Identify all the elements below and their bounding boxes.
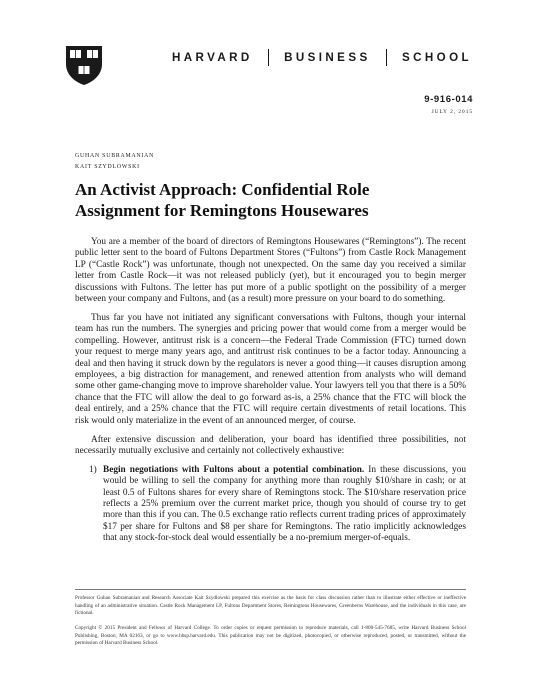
author-name: KAIT SZYDLOWSKI bbox=[75, 164, 140, 170]
body-paragraph: After extensive discussion and deliberation, your board has identified three possibilities, not necessarily mutually exclusive and certainly not collectively exhaustive: bbox=[75, 434, 466, 456]
document-date: JULY 2, 2015 bbox=[431, 109, 473, 115]
footer-copyright: Copyright © 2015 President and Fellows of Harvard College. To order copies or request permission to reproduce materials, call 1-800-545-7685, write Harvard Business School Publishing, Boston, MA 02163, or go to www.hbsp.harvard.edu. This publication may not be digitized, photocopied, or otherwise reproduced, posted, or transmitted, without the permission of Harvard Business School. bbox=[75, 625, 466, 647]
institution-word-school: SCHOOL bbox=[402, 50, 472, 64]
institution-word-harvard: HARVARD bbox=[172, 50, 253, 64]
banner-divider bbox=[268, 49, 269, 66]
document-body bbox=[75, 237, 466, 545]
list-item-body: In these discussions, you would be willing to sell the company for anything more than roughly $10/share in cash; or at least 0.5 of Fultons shares for every share of Remingtons stock. The $10/share reservation price reflects a 25% premium over the current market price, though you should of course try to get more than this if you can. The 0.5 exchange ratio reflects current trading prices of approximately $17 per share for Fultons and $8 per share for Remingtons. The ratio implicitly acknowledges that any stock-for-stock deal would essentially be a no-premium merger-of-equals. bbox=[103, 464, 466, 544]
body-paragraph: You are a member of the board of directors of Remingtons Housewares (“Remingtons”). The recent public letter sent to the board of Fultons Department Stores (“Fultons”) from Castle Rock Management LP (“Castle Rock”) was unfortunate, though not unexpected. On the same day you received a similar letter from Castle Rock—it was not released publicly (yet), but it encouraged you to begin merger discussions with Fultons. The letter has put more of a public spotlight on the possibility of a merger between your company and Fultons, and (as a result) more pressure on your board to do something. bbox=[75, 237, 466, 305]
list-item-heading: Begin negotiations with Fultons about a potential combination. bbox=[103, 464, 365, 475]
document-title bbox=[75, 179, 455, 221]
harvard-shield-logo-icon bbox=[64, 44, 104, 86]
title-line: An Activist Approach: Confidential Role bbox=[75, 180, 370, 199]
institution-name bbox=[172, 47, 472, 67]
title-line: Assignment for Remingtons Housewares bbox=[75, 201, 369, 220]
list-item bbox=[75, 465, 466, 545]
body-paragraph: Thus far you have not initiated any significant conversations with Fultons, though your internal team has run the numbers. The synergies and pricing power that would come from a merger would be compelling. However, antitrust risk is a concern—the Federal Trade Commission (FTC) turned down your request to merge many years ago, and antitrust risk continues to be a factor today. Announcing a deal and then having it struck down by the regulators is never a good thing—it causes disruption among employees, a big distraction for management, and renewed attention from analysts who will demand some other game-changing move to improve shareholder value. Your lawyers tell you that there is a 50% chance that the FTC will allow the deal to go forward as-is, a 25% chance that the FTC will block the deal entirely, and a 25% chance that the FTC will require certain divestments of retail locations. This risk would only materialize in the event of an announced merger, of course. bbox=[75, 312, 466, 426]
author-list bbox=[75, 151, 154, 173]
footer-disclaimer: Professor Guhan Subramanian and Research Associate Kait Szydlowski prepared this exercise as the basis for class discussion rather than to illustrate either effective or ineffective handling of an administrative situation. Castle Rock Management LP, Fultons Department Stores, Remingtons Housewares, Greenberns Warehouse, and the individuals in this case, are fictional. bbox=[75, 595, 466, 617]
list-item-number: 1) bbox=[89, 464, 97, 475]
document-number: 9-916-014 bbox=[424, 94, 473, 105]
author-name: GUHAN SUBRAMANIAN bbox=[75, 153, 155, 159]
footer-divider bbox=[75, 589, 466, 590]
banner-divider bbox=[386, 49, 387, 66]
list-item-text bbox=[103, 465, 466, 545]
institution-word-business: BUSINESS bbox=[284, 50, 371, 64]
